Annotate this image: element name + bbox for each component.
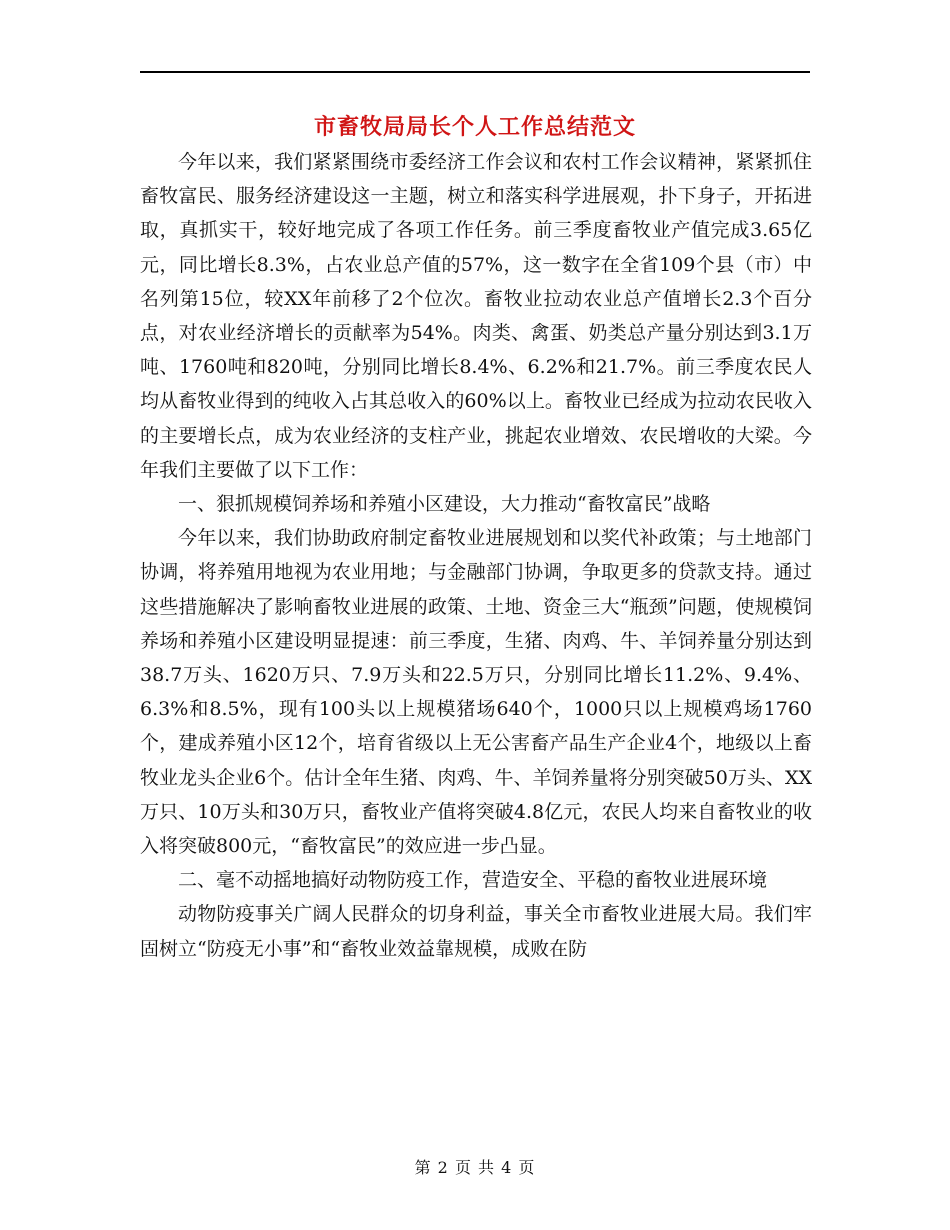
document-body <box>140 145 812 966</box>
document-title: 市畜牧局局长个人工作总结范文 <box>313 114 636 140</box>
section-heading-2: 二、毫不动摇地搞好动物防疫工作，营造安全、平稳的畜牧业进展环境 <box>178 869 768 892</box>
page-number: 第 2 页 共 4 页 <box>414 1158 536 1177</box>
paragraph-section-2: 动物防疫事关广阔人民群众的切身利益，事关全市畜牧业进展大局。我们牢固树立“防疫无小事”和“畜牧业效益靠规模，成败在防 <box>140 903 812 960</box>
header-rule <box>140 71 810 73</box>
paragraph-section-1: 今年以来，我们协助政府制定畜牧业进展规划和以奖代补政策；与土地部门协调，将养殖用地视为农业用地；与金融部门协调，争取更多的贷款支持。通过这些措施解决了影响畜牧业进展的政策、土地、资金三大“瓶颈”问题，使规模饲养场和养殖小区建设明显提速：前三季度，生猪、肉鸡、牛、羊饲养量分别达到38.7万头、1620万只、7.9万头和22.5万只，分别同比增长11.2%、9.4%、6.3%和8.5%，现有100头以上规模猪场640个，1000只以上规模鸡场1760个，建成养殖小区12个，培育省级以上无公害畜产品生产企业4个，地级以上畜牧业龙头企业6个。估计全年生猪、肉鸡、牛、羊饲养量将分别突破50万头、XX万只、10万头和30万只，畜牧业产值将突破4.8亿元，农民人均来自畜牧业的收入将突破800元，“畜牧富民”的效应进一步凸显。 <box>140 527 812 858</box>
section-heading-1: 一、狠抓规模饲养场和养殖小区建设，大力推动“畜牧富民”战略 <box>178 493 711 516</box>
paragraph-intro: 今年以来，我们紧紧围绕市委经济工作会议和农村工作会议精神，紧紧抓住畜牧富民、服务经济建设这一主题，树立和落实科学进展观，扑下身子，开拓进取，真抓实干，较好地完成了各项工作任务。前三季度畜牧业产值完成3.65亿元，同比增长8.3%，占农业总产值的57%，这一数字在全省109个县（市）中名列第15位，较XX年前移了2个位次。畜牧业拉动农业总产值增长2.3个百分点，对农业经济增长的贡献率为54%。肉类、禽蛋、奶类总产量分别达到3.1万吨、1760吨和820吨，分别同比增长8.4%、6.2%和21.7%。前三季度农民人均从畜牧业得到的纯收入占其总收入的60%以上。畜牧业已经成为拉动农民收入的主要增长点，成为农业经济的支柱产业，挑起农业增效、农民增收的大梁。今年我们主要做了以下工作： <box>140 151 812 481</box>
